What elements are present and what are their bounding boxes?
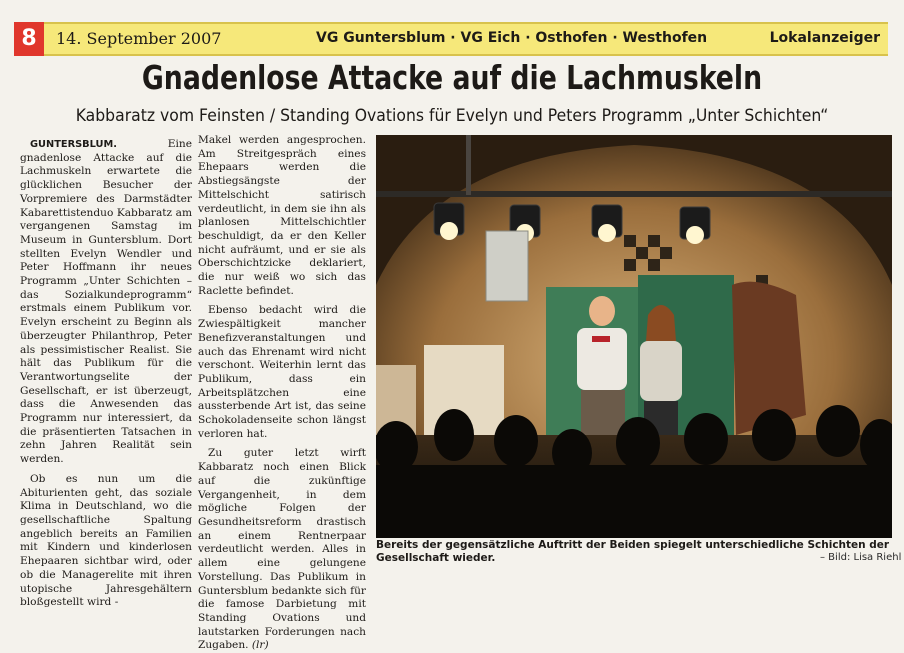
issue-date: 14. September 2007: [56, 29, 222, 48]
column-1-paragraph-1: [20, 138, 192, 467]
article-column-2: [198, 134, 366, 653]
article-subheadline: Kabbaratz vom Feinsten / Standing Ovations für Evelyn und Peters Programm „Unter Schichten“: [75, 106, 829, 126]
column-2-paragraph-1: Makel werden angesprochen. Am Streitgespräch eines Ehepaars werden die Abstiegsängste der Mittelschicht satirisch verdeutlicht, in dem sie ihn als planlosen Mittelschichtler beschuldigt, da er den Keller nicht aufräumt, und er sie als Oberschichtzicke deklariert, die nur weiß wo sich das Raclette befindet.: [198, 134, 366, 297]
page-header: [14, 22, 888, 56]
stage-photo: [376, 135, 892, 538]
region-line: VG Guntersblum · VG Eich · Osthofen · Westhofen: [316, 30, 708, 46]
photo-credit: – Bild: Lisa Riehl: [820, 552, 902, 563]
dateline: GUNTERSBLUM.: [30, 139, 117, 150]
column-2-paragraph-3: [198, 447, 366, 653]
article-headline: Gnadenlose Attacke auf die Lachmuskeln: [141, 58, 763, 97]
stage-scene-illustration: [376, 135, 892, 538]
paragraph-text: Zu guter letzt wirft Kabbaratz noch einen Blick auf die zukünftige Vergangenheit, in dem mögliche Folgen der Gesundheitsreform drastisch an einem Rentnerpaar verdeutlicht werden. Alles in allem eine gelungene Vorstellung. Das Publikum in Guntersblum bedankte sich für die famose Darbietung mit Standing Ovations und lautstarken Forderungen nach Zugaben.: [198, 447, 366, 652]
column-2-paragraph-2: Ebenso bedacht wird die Zwiespältigkeit mancher Benefizveranstaltungen und auch das Ehrenamt wird nicht verschont. Weiterhin lernt das Publikum, dass ein Arbeitsplätzchen eine aussterbende Art ist, das seine Schokoladenseite schon längst verloren hat.: [198, 304, 366, 440]
page-number-badge: 8: [14, 22, 44, 56]
paragraph-text: Eine gnadenlose Attacke auf die Lachmuskeln erwartete die glücklichen Besucher der Vorpremiere des Darmstädter Kabarettistenduo Kabbaratz am vergangenen Samstag im Museum in Guntersblum. Dort stellten Evelyn Wendler und Peter Hoffmann ihr neues Programm „Unter Schichten – das Sozialkundeprogramm“ erstmals einem Publikum vor. Evelyn erscheint zu Beginn als überzeugter Philanthrop, Peter als pessimistischer Realist. Sie hält das Publikum für die Verantwortungselite der Gesellschaft, er ist überzeugt, dass die Anwesenden das Programm nur interessiert, da die präsentierten Tatsachen in zehn Jahren Realität sein werden.: [20, 138, 192, 466]
column-1-paragraph-2: Ob es nun um die Abiturienten geht, das soziale Klima in Deutschland, wo die gesellschaftliche Spaltung angeblich bereits an Familien mit Kindern und kinderlosen Ehepaaren sichtbar wird, oder ob die Managerelite mit ihren utopische Jahresgehältern bloßgestellt wird -: [20, 472, 192, 609]
article-column-1: [20, 138, 192, 610]
section-name: Lokalanzeiger: [769, 30, 880, 46]
photo-caption: Bereits der gegensätzliche Auftritt der Beiden spiegelt unterschiedliche Schichten der Gesellschaft wieder.: [376, 539, 890, 564]
author-initials: (lr): [251, 639, 269, 652]
